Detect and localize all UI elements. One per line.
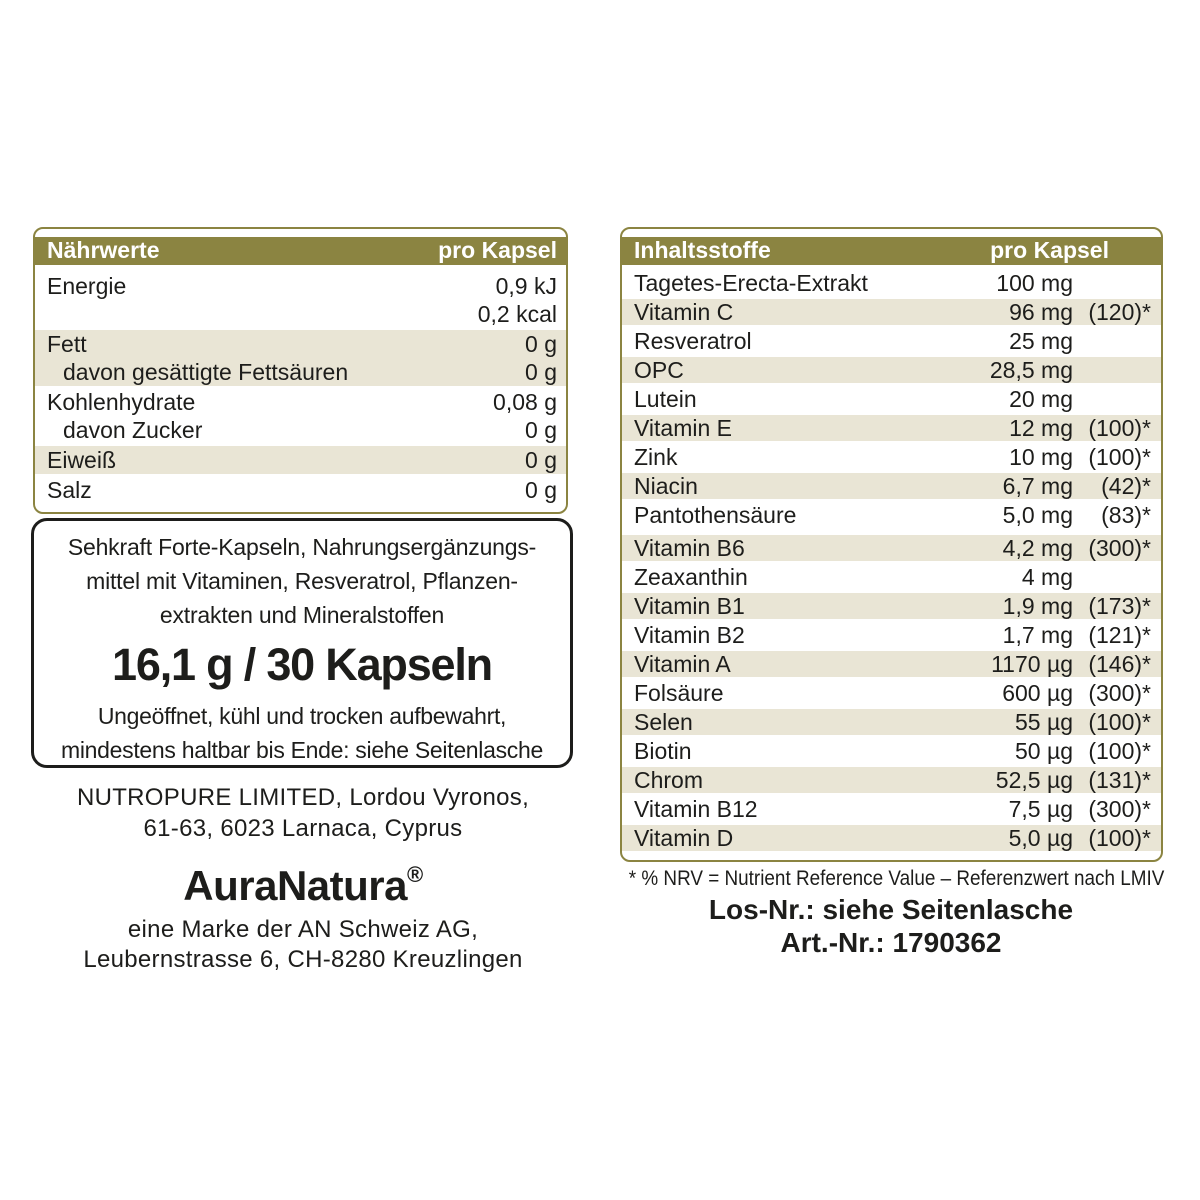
nutrition-band-energy [35,272,566,328]
nutrition-table [33,227,568,514]
ingredient-amount: 1,7 mg [1002,622,1073,648]
ingredient-amount: 12 mg [1009,415,1073,441]
brand-owner-line: Leubernstrasse 6, CH-8280 Kreuzlingen [83,946,523,973]
ingredient-name: Zeaxanthin [634,564,748,590]
ingredients-header-title: Inhaltsstoffe [634,237,771,263]
nutrition-row [35,476,566,504]
nutrition-table-header [35,237,566,265]
nutrient-value: 0,08 g [493,389,557,415]
nutrient-value: 0 g [525,477,557,503]
ingredient-nrv: (131)* [1088,767,1151,793]
ingredient-nrv: (42)* [1101,473,1151,499]
product-description-box [31,518,573,768]
ingredient-nrv [1073,357,1151,383]
ingredients-table-body [622,265,1161,860]
nutrition-header-unit: pro Kapsel [438,237,557,263]
nutrition-row [35,388,566,416]
ingredient-row [622,825,1161,851]
ingredient-name: Vitamin B2 [634,622,745,648]
storage-line: Ungeöffnet, kühl und trocken aufbewahrt, [97,703,507,729]
ingredient-amount: 25 mg [1009,328,1073,354]
nutrient-label: Energie [47,273,127,299]
nutrient-label: davon Zucker [63,417,203,443]
ingredient-amount: 5,0 mg [1002,502,1073,528]
ingredient-nrv: (100)* [1088,415,1151,441]
ingredient-name: Biotin [634,738,692,764]
description-line: mittel mit Vitaminen, Resveratrol, Pflanzen- [86,568,518,594]
ingredient-row [622,796,1161,822]
ingredient-name: Vitamin E [634,415,733,441]
description-line: Sehkraft Forte-Kapseln, Nahrungsergänzungs- [67,534,537,560]
nutrition-band-fat [35,330,566,386]
ingredient-row [622,386,1161,412]
brand-owner-line: eine Marke der AN Schweiz AG, [127,916,479,943]
ingredient-name: Vitamin D [634,825,734,851]
nutrient-value: 0 g [525,447,557,473]
ingredient-row [622,328,1161,354]
ingredient-row [622,709,1161,735]
ingredient-name: Vitamin C [634,299,734,325]
nutrition-row [35,300,566,328]
ingredient-nrv [1073,386,1151,412]
nutrition-row [35,416,566,444]
nutrition-header-title: Nährwerte [47,237,160,263]
ingredient-amount: 4 mg [1021,564,1073,590]
nutrition-row [35,330,566,358]
ingredient-row [622,767,1161,793]
nutrient-value: 0,9 kJ [495,273,557,299]
ingredient-amount: 52,5 µg [995,767,1073,793]
ingredient-name: Selen [634,709,693,735]
ingredient-row [622,622,1161,648]
ingredient-name: Vitamin B6 [634,535,745,561]
ingredients-header-unit: pro Kapsel [990,237,1109,263]
ingredient-name: Niacin [634,473,698,499]
ingredient-name: Vitamin B1 [634,593,745,619]
ingredient-row [622,593,1161,619]
ingredient-name: Vitamin A [634,651,731,677]
label-footer [599,866,1183,959]
ingredient-row [622,444,1161,470]
ingredient-amount: 7,5 µg [1008,796,1073,822]
ingredient-name: Resveratrol [634,328,752,354]
nutrient-value: 0 g [525,359,557,385]
ingredient-amount: 1,9 mg [1002,593,1073,619]
registered-trademark-symbol: ® [407,862,423,887]
ingredient-row [622,415,1161,441]
ingredient-nrv: (83)* [1101,502,1151,528]
nutrient-label: Fett [47,331,87,357]
ingredient-nrv: (100)* [1088,738,1151,764]
ingredient-name: Lutein [634,386,697,412]
ingredient-amount: 6,7 mg [1002,473,1073,499]
ingredient-name: Pantothensäure [634,502,797,528]
ingredient-row [622,651,1161,677]
manufacturer-block [33,782,573,975]
nutrition-row [35,272,566,300]
ingredient-name: Zink [634,444,678,470]
ingredients-table-header [622,237,1161,265]
ingredient-name: Vitamin B12 [634,796,758,822]
ingredient-amount: 96 mg [1009,299,1073,325]
ingredient-row [622,502,1161,528]
nutrition-band-carbs [35,388,566,444]
ingredient-nrv: (100)* [1088,825,1151,851]
lot-number: Los-Nr.: siehe Seitenlasche [708,894,1074,925]
ingredient-amount: 20 mg [1009,386,1073,412]
manufacturer-line: NUTROPURE LIMITED, Lordou Vyronos, [76,784,530,811]
ingredient-amount: 600 µg [1002,680,1073,706]
ingredient-amount: 28,5 mg [989,357,1073,383]
ingredient-row [622,473,1161,499]
ingredient-row [622,299,1161,325]
ingredient-name: OPC [634,357,684,383]
nutrient-label [47,300,478,328]
nutrient-value: 0 g [525,417,557,443]
ingredient-nrv: (120)* [1088,299,1151,325]
ingredient-nrv: (146)* [1088,651,1151,677]
ingredient-nrv: (100)* [1088,444,1151,470]
ingredient-name: Tagetes-Erecta-Extrakt [634,270,868,296]
ingredient-amount: 55 µg [1014,709,1073,735]
ingredient-nrv: (100)* [1088,709,1151,735]
ingredient-amount: 5,0 µg [1008,825,1073,851]
ingredient-amount: 4,2 mg [1002,535,1073,561]
ingredient-amount: 50 µg [1014,738,1073,764]
nutrition-band-salt [35,476,566,504]
ingredients-table [620,227,1163,862]
nutrient-label: davon gesättigte Fettsäuren [63,359,349,385]
net-quantity: 16,1 g / 30 Kapseln [112,639,492,690]
nutrition-table-body [35,265,566,512]
ingredient-nrv: (300)* [1088,680,1151,706]
ingredient-nrv: (121)* [1088,622,1151,648]
nutrition-row [35,358,566,386]
ingredient-amount: 1170 µg [991,651,1073,677]
nutrition-row [35,446,566,474]
manufacturer-line: 61-63, 6023 Larnaca, Cyprus [143,815,463,842]
ingredient-nrv: (173)* [1088,593,1151,619]
ingredient-row [622,738,1161,764]
ingredient-amount: 100 mg [996,270,1073,296]
ingredient-name: Chrom [634,767,704,793]
brand-name [33,850,573,911]
ingredient-nrv [1073,270,1151,296]
nutrient-label: Salz [47,477,92,503]
ingredient-nrv: (300)* [1088,535,1151,561]
ingredient-row [622,270,1161,296]
ingredient-row [622,680,1161,706]
ingredient-row [622,564,1161,590]
nutrient-value: 0 g [525,331,557,357]
nrv-footnote: * % NRV = Nutrient Reference Value – Referenzwert nach LMIV [628,867,1165,890]
nutrition-band-protein [35,446,566,474]
nutrient-label: Kohlenhydrate [47,389,196,415]
article-number: Art.-Nr.: 1790362 [780,927,1002,958]
storage-line: mindestens haltbar bis Ende: siehe Seitenlasche [61,737,543,763]
ingredient-row [622,357,1161,383]
ingredient-name: Folsäure [634,680,724,706]
ingredient-row [622,535,1161,561]
nutrient-label: Eiweiß [47,447,117,473]
ingredient-nrv [1073,328,1151,354]
ingredient-amount: 10 mg [1009,444,1073,470]
ingredient-nrv [1073,564,1151,590]
description-line: extrakten und Mineralstoffen [159,602,445,628]
nutrient-value: 0,2 kcal [477,301,557,327]
ingredient-nrv: (300)* [1088,796,1151,822]
brand-text: AuraNatura [183,862,407,909]
